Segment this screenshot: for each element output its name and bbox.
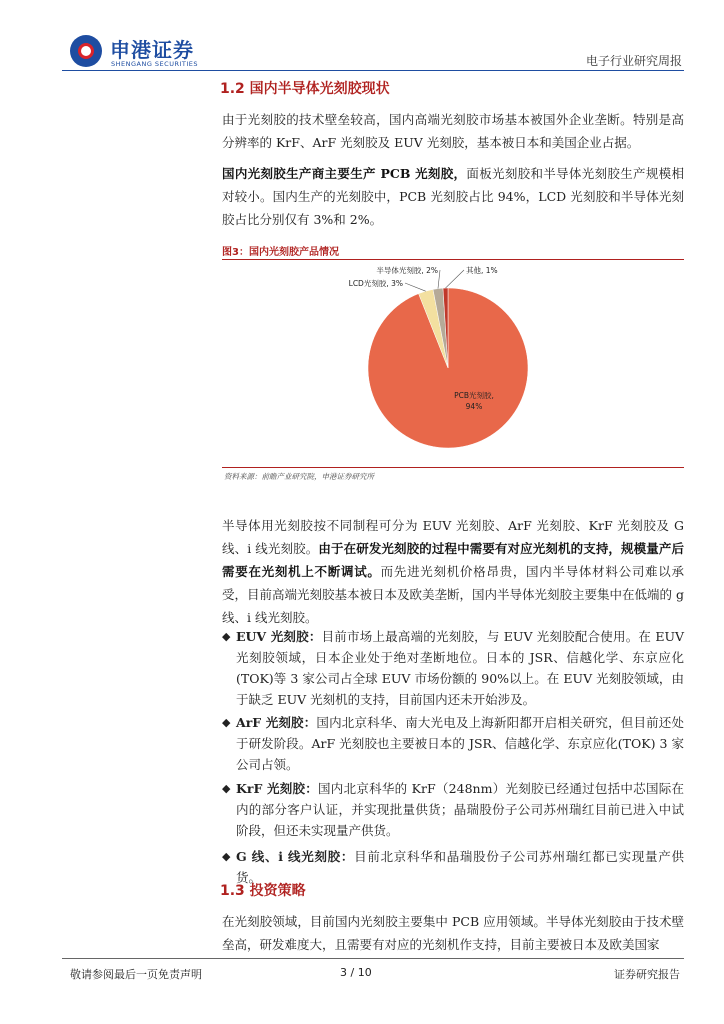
paragraph-3-bold: 由于在研发光刻胶的过程中需要有对应光刻机的支持，规模量产后需要在光刻机上不断调试。 [222,541,684,579]
pie-label-other: 其他, 1% [466,266,498,275]
report-type: 电子行业研究周报 [585,54,682,68]
bullet-g-i-text: 目前北京科华和晶瑞股份子公司苏州瑞红都已实现量产供货。 [236,849,684,885]
figure-title: 图3：国内光刻胶产品情况 [222,247,339,258]
footer-divider [62,958,684,959]
paragraph-3-text2: 而先进光刻机价格昂贵，国内半导体材料公司难以承受，目前高端光刻胶基本被日本及欧美垄断，国内半导体光刻胶主要集中在低端的 g 线、i 线光刻胶。 [222,564,684,625]
pie-chart [222,262,684,466]
pie-label-lcd: LCD光刻胶, 3% [348,279,403,288]
bullet-euv-title: EUV 光刻胶： [236,629,322,644]
bullet-euv-text: 目前市场上最高端的光刻胶，与 EUV 光刻胶配合使用。在 EUV 光刻胶领域，日本企业处于绝对垄断地位。日本的 JSR、信越化学、东京应化(TOK)等 3 家公司占全球 EUV 市场份额的 90%以上。在 EUV 光刻胶领域，由于缺乏 EUV 光刻机的支持，目前国内还未开始涉及。 [236,629,685,707]
logo-en-text: SHENGANG SECURITIES [111,60,199,68]
bullet-diamond-icon: ◆ [222,630,231,643]
bullet-krf-text: 国内北京科华的 KrF（248nm）光刻胶已经通过包括中芯国际在内的部分客户认证，并实现批量供货；晶瑞股份子公司苏州瑞红目前已进入中试阶段，但还未实现量产供货。 [236,781,684,838]
paragraph-2-bold: 国内光刻胶生产商主要生产 PCB 光刻胶， [222,166,467,181]
company-logo [70,32,210,74]
section-title-1-3: 1.3 投资策略 [220,883,306,899]
paragraph-1: 由于光刻胶的技术壁垒较高，国内高端光刻胶市场基本被国外企业垄断。特别是高分辨率的 KrF、ArF 光刻胶及 EUV 光刻胶，基本被日本和美国企业占据。 [222,112,684,150]
pie-leader-line-other [445,270,464,288]
pie-label-pcb-value: 94% [465,402,483,411]
header-divider [62,70,684,71]
pie-leader-line-semiconductor [438,270,440,289]
logo-cn-text: 申港证券 [110,38,194,62]
bullet-arf [222,712,684,775]
pie-leader-line-lcd [405,283,426,291]
section-title-1-2: 1.2 国内半导体光刻胶现状 [220,81,390,97]
logo-emblem-icon [70,35,102,67]
figure-top-rule [222,259,684,260]
page-number: 3 / 10 [340,966,372,979]
bullet-diamond-icon: ◆ [222,716,231,729]
bullet-krf [222,778,684,841]
paragraph-2-rest: 面板光刻胶和半导体光刻胶生产规模相对较小。国内生产的光刻胶中，PCB 光刻胶占比 94%，LCD 光刻胶和半导体光刻胶占比分别仅有 3%和 2%。 [222,166,684,227]
figure-bottom-rule [222,467,684,468]
paragraph-4: 在光刻胶领域，目前国内光刻胶主要集中 PCB 应用领域。半导体光刻胶由于技术壁垒高，研发难度大，且需要有对应的光刻机作支持，目前主要被日本及欧美国家 [222,914,684,952]
paragraph-3-text1: 半导体用光刻胶按不同制程可分为 EUV 光刻胶、ArF 光刻胶、KrF 光刻胶及 G 线、i 线光刻胶。 [222,518,684,556]
footer-disclaimer: 敬请参阅最后一页免责声明 [70,968,202,981]
bullet-euv [222,626,684,710]
bullet-arf-text: 国内北京科华、南大光电及上海新阳都开启相关研究，但目前还处于研发阶段。ArF 光刻胶也主要被日本的 JSR、信越化学、东京应化(TOK) 3 家公司占领。 [236,715,684,772]
pie-label-semiconductor: 半导体光刻胶, 2% [376,266,438,275]
bullet-g-i-title: G 线、i 线光刻胶： [236,849,355,864]
paragraph-2 [222,162,684,231]
bullet-diamond-icon: ◆ [222,850,231,863]
bullet-diamond-icon: ◆ [222,782,231,795]
paragraph-3 [222,514,684,629]
footer-report-label: 证券研究报告 [614,968,680,981]
figure-source: 资料来源：前瞻产业研究院，申港证券研究所 [224,472,374,481]
bullet-arf-title: ArF 光刻胶： [236,715,317,730]
bullet-krf-title: KrF 光刻胶： [236,781,319,796]
pie-label-pcb-name: PCB光刻胶, [454,391,494,400]
